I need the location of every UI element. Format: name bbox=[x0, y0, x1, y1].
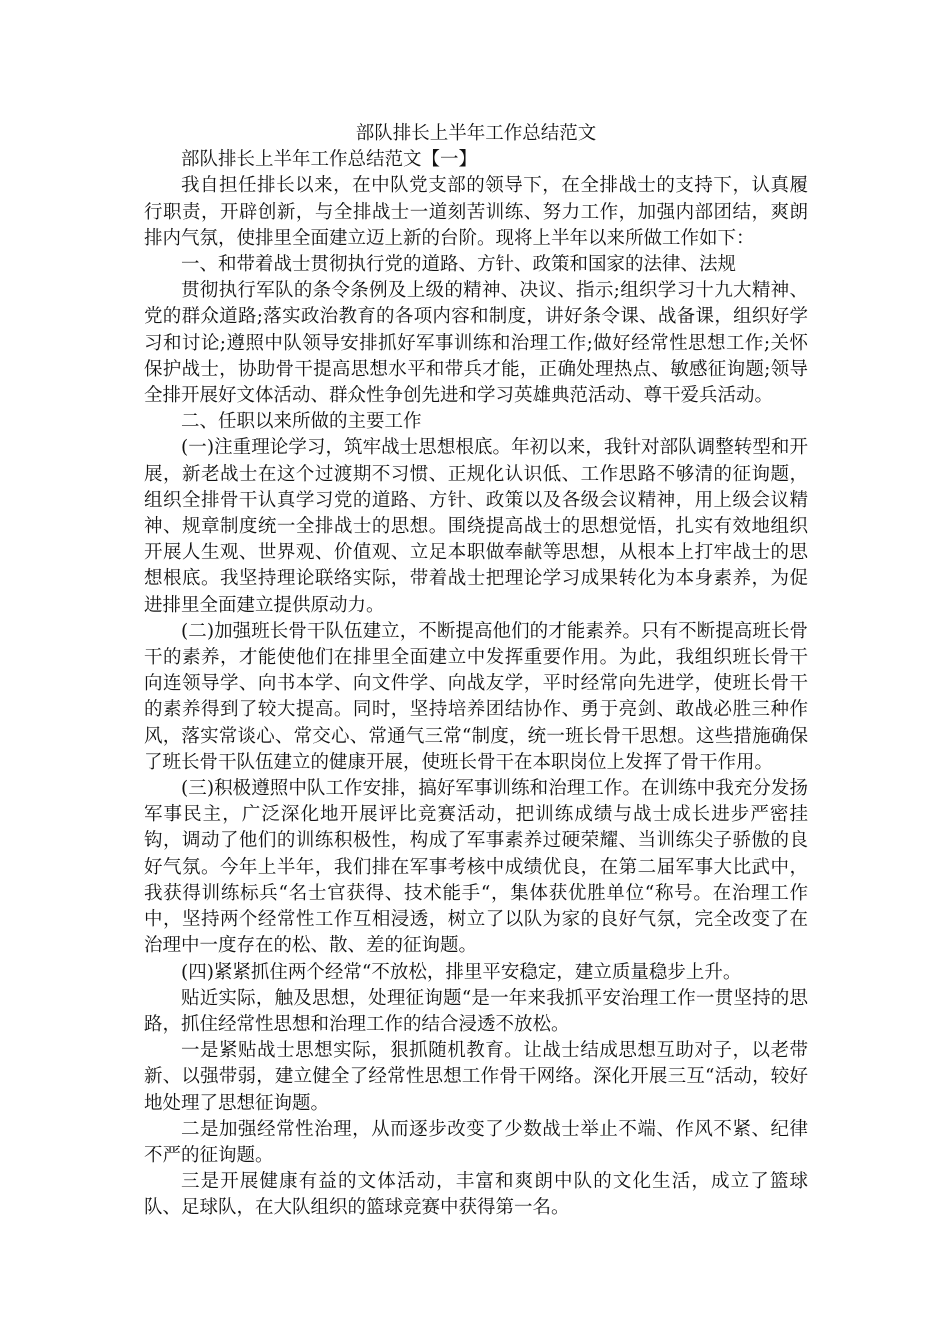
measure-three-paragraph: 三是开展健康有益的文体活动，丰富和爽朗中队的文化生活，成立了篮球队、足球队，在大队组织的篮球竞赛中获得第一名。 bbox=[144, 1171, 808, 1219]
heading-part-one: 一、和带着战士贯彻执行党的道路、方针、政策和国家的法律、法规 bbox=[181, 254, 737, 276]
work-item-two-paragraph: (二)加强班长骨干队伍建立，不断提高他们的才能素养。只有不断提高班长骨干的素养，才能使他们在排里全面建立中发挥重要作用。为此，我组织班长骨干向连领导学、向书本学、向文件学、向战友学，平时经常向先进学，使班长骨干的素养得到了较大提高。同时，坚持培养团结协作、勇于亮剑、敢战必胜三种作风，落实常谈心、常交心、常通气三常“制度，统一班长骨干思想。这些措施确保了班长骨干队伍建立的健康开展，使班长骨干在本职岗位上发挥了骨干作用。 bbox=[144, 620, 808, 773]
intro-paragraph: 我自担任排长以来，在中队党支部的领导下，在全排战士的支持下，认真履行职责，开辟创新，与全排战士一道刻苦训练、努力工作，加强内部团结，爽朗排内气氛，使排里全面建立迈上新的台阶。现将上半年以来所做工作如下： bbox=[144, 175, 808, 249]
work-item-four-paragraph: (四)紧紧抓住两个经常“不放松，排里平安稳定，建立质量稳步上升。 bbox=[181, 961, 742, 983]
work-item-one-paragraph: (一)注重理论学习，筑牢战士思想根底。年初以来，我针对部队调整转型和开展，新老战士在这个过渡期不习惯、正规化认识低、工作思路不够清的征询题，组织全排骨干认真学习党的道路、方针、政策以及各级会议精神，用上级会议精神、规章制度统一全排战士的思想。围绕提高战士的思想觉悟，扎实有效地组织开展人生观、世界观、价值观、立足本职做奉献等思想，从根本上打牢战士的思想根底。我坚持理论联络实际，带着战士把理论学习成果转化为本身素养，为促进排里全面建立提供原动力。 bbox=[144, 437, 808, 616]
measure-two-paragraph: 二是加强经常性治理，从而逐步改变了少数战士举止不端、作风不紧、纪律不严的征询题。 bbox=[144, 1118, 808, 1166]
section-heading-one: 部队排长上半年工作总结范文【一】 bbox=[181, 149, 478, 171]
work-item-three-paragraph: (三)积极遵照中队工作安排，搞好军事训练和治理工作。在训练中我充分发扬军事民主，广泛深化地开展评比竞赛活动，把训练成绩与战士成长进步严密挂钩，调动了他们的训练积极性，构成了军事素养过硬荣耀、当训练尖子骄傲的良好气氛。今年上半年，我们排在军事考核中成绩优良，在第二届军事大比武中，我获得训练标兵“名士官获得、技术能手“，集体获优胜单位“称号。在治理工作中，坚持两个经常性工作互相浸透，树立了以队为家的良好气氛，完全改变了在治理中一度存在的松、散、差的征询题。 bbox=[144, 778, 808, 957]
document-title: 部队排长上半年工作总结范文 bbox=[355, 123, 597, 144]
heading-part-two: 二、任职以来所做的主要工作 bbox=[181, 411, 422, 433]
document-body bbox=[144, 121, 808, 1222]
measure-one-paragraph: 一是紧贴战士思想实际，狠抓随机教育。让战士结成思想互助对子，以老带新、以强带弱，建立健全了经常性思想工作骨干网络。深化开展三互“活动，较好地处理了思想征询题。 bbox=[144, 1040, 808, 1114]
duties-paragraph: 贯彻执行军队的条令条例及上级的精神、决议、指示;组织学习十九大精神、党的群众道路;落实政治教育的各项内容和制度，讲好条令课、战备课，组织好学习和讨论;遵照中队领导安排抓好军事训练和治理工作;做好经常性思想工作;关怀保护战士，协助骨干提高思想水平和带兵才能，正确处理热点、敏感征询题;领导全排开展好文体活动、群众性争创先进和学习英雄典范活动、尊干爱兵活动。 bbox=[144, 280, 808, 407]
approach-paragraph: 贴近实际，触及思想，处理征询题“是一年来我抓平安治理工作一贯坚持的思路，抓住经常性思想和治理工作的结合浸透不放松。 bbox=[144, 987, 808, 1035]
